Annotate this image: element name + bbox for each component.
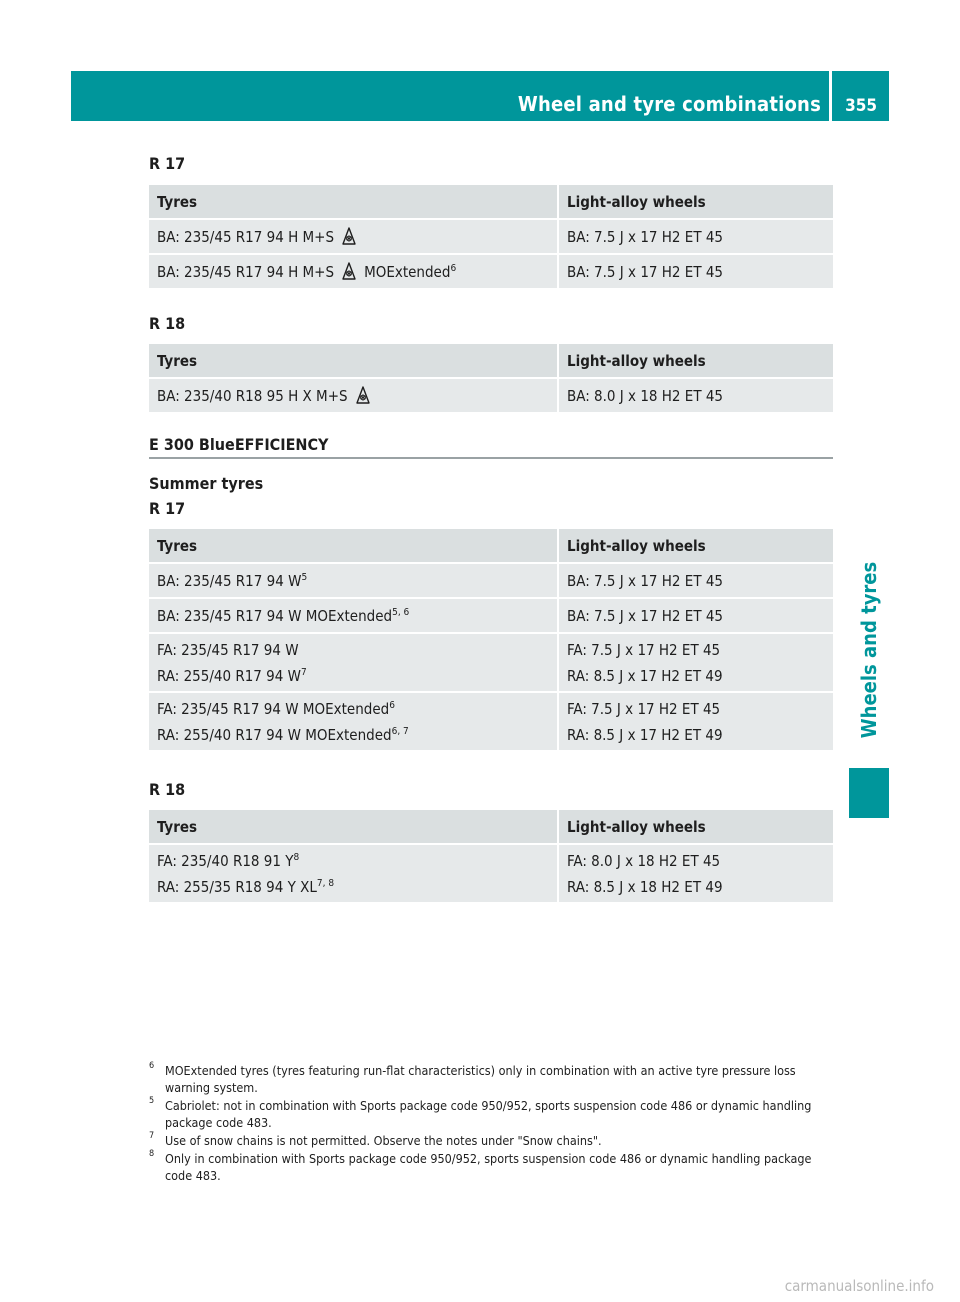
tyre-cell bbox=[149, 633, 558, 692]
wheel-cell: BA: 7.5 J x 17 H2 ET 45 bbox=[558, 598, 833, 633]
wheel-front-axle: FA: 8.0 J x 18 H2 ET 45 bbox=[567, 851, 721, 870]
page-number: 355 bbox=[845, 96, 877, 116]
footnote-text: MOExtended tyres (tyres featuring run-flat characteristics) only in combination with an active tyre pressure loss warning system. bbox=[165, 1063, 796, 1095]
tyre-cell bbox=[149, 598, 558, 633]
footnotes bbox=[149, 1062, 833, 1185]
footnote-number: 7 bbox=[149, 1131, 155, 1141]
tyre-spec: FA: 235/45 R17 94 W bbox=[157, 640, 299, 659]
snowflake-mountain-icon bbox=[342, 262, 356, 280]
col-header-wheels: Light-alloy wheels bbox=[558, 529, 833, 563]
wheel-cell bbox=[558, 633, 833, 692]
side-tab-label: Wheels and tyres bbox=[857, 561, 881, 739]
tyre-spec: BA: 235/45 R17 94 H M+S bbox=[157, 228, 335, 246]
footnote bbox=[149, 1150, 833, 1184]
footnote-text: Use of snow chains is not permitted. Observe the notes under "Snow chains". bbox=[165, 1133, 602, 1148]
tyre-rear-axle bbox=[157, 722, 557, 748]
tyre-spec: BA: 235/40 R18 95 H X M+S bbox=[157, 387, 348, 405]
table-row bbox=[149, 378, 833, 412]
footnote-number: 8 bbox=[149, 1149, 155, 1159]
r18-heading: R 18 bbox=[149, 314, 186, 333]
r17-heading: R 17 bbox=[149, 499, 186, 518]
wheel-front-axle: FA: 7.5 J x 17 H2 ET 45 bbox=[567, 640, 721, 659]
table-row bbox=[149, 633, 833, 692]
tyre-spec: RA: 255/40 R17 94 W bbox=[157, 666, 301, 685]
wheel-cell: BA: 7.5 J x 17 H2 ET 45 bbox=[558, 254, 833, 288]
tyre-suffix: MOExtended bbox=[364, 263, 451, 281]
wheel-rear-axle: RA: 8.5 J x 17 H2 ET 49 bbox=[567, 725, 723, 744]
tyre-rear-axle bbox=[157, 874, 557, 900]
tyre-cell bbox=[149, 844, 558, 902]
table-row bbox=[149, 598, 833, 633]
col-header-wheels: Light-alloy wheels bbox=[558, 810, 833, 844]
footnote-ref: 7, 8 bbox=[316, 877, 335, 889]
footnote-ref: 5 bbox=[301, 571, 308, 583]
col-header-tyres: Tyres bbox=[149, 529, 558, 563]
wheel-front-axle: FA: 7.5 J x 17 H2 ET 45 bbox=[567, 699, 721, 718]
col-header-wheels: Light-alloy wheels bbox=[558, 344, 833, 378]
footnote-ref: 6 bbox=[450, 263, 457, 274]
footnote bbox=[149, 1097, 833, 1131]
r17-heading: R 17 bbox=[149, 154, 186, 173]
table-row bbox=[149, 844, 833, 902]
wheel-cell bbox=[558, 692, 833, 750]
section-title: E 300 BlueEFFICIENCY bbox=[149, 435, 833, 459]
page-header bbox=[71, 71, 889, 121]
wheel-cell: BA: 8.0 J x 18 H2 ET 45 bbox=[558, 378, 833, 412]
tyre-cell bbox=[149, 219, 558, 254]
header-divider bbox=[829, 71, 832, 121]
tyre-spec: RA: 255/40 R17 94 W MOExtended bbox=[157, 725, 392, 744]
tyre-spec: BA: 235/45 R17 94 W bbox=[157, 571, 302, 590]
r18-summer-table bbox=[149, 810, 833, 902]
table-row bbox=[149, 692, 833, 750]
tyre-spec: BA: 235/45 R17 94 H M+S bbox=[157, 263, 335, 281]
table-row bbox=[149, 219, 833, 254]
wheel-rear-axle: RA: 8.5 J x 18 H2 ET 49 bbox=[567, 877, 723, 896]
table-row bbox=[149, 563, 833, 598]
col-header-tyres: Tyres bbox=[149, 185, 558, 219]
tyre-front-axle bbox=[157, 696, 557, 722]
r18-table bbox=[149, 344, 833, 412]
footnote-ref: 7 bbox=[300, 666, 307, 678]
footnote-number: 6 bbox=[149, 1061, 155, 1071]
side-tab bbox=[849, 540, 889, 760]
col-header-tyres: Tyres bbox=[149, 810, 558, 844]
footnote-number: 5 bbox=[149, 1096, 155, 1106]
table-row bbox=[149, 254, 833, 288]
col-header-tyres: Tyres bbox=[149, 344, 558, 378]
header-title: Wheel and tyre combinations bbox=[517, 92, 821, 116]
wheel-rear-axle: RA: 8.5 J x 17 H2 ET 49 bbox=[567, 666, 723, 685]
watermark: carmanualsonline.info bbox=[784, 1277, 934, 1295]
side-tab-marker bbox=[849, 768, 889, 818]
tyre-spec: FA: 235/40 R18 91 Y bbox=[157, 851, 294, 870]
tyre-rear-axle bbox=[157, 663, 557, 689]
tyre-front-axle bbox=[157, 848, 557, 874]
footnote-text: Cabriolet: not in combination with Sports package code 950/952, sports suspension code 486 or dynamic handling package code 483. bbox=[165, 1098, 812, 1130]
tyre-spec: BA: 235/45 R17 94 W MOExtended bbox=[157, 606, 393, 625]
wheel-cell: BA: 7.5 J x 17 H2 ET 45 bbox=[558, 563, 833, 598]
tyre-spec: FA: 235/45 R17 94 W MOExtended bbox=[157, 699, 390, 718]
wheel-cell bbox=[558, 844, 833, 902]
tyre-cell bbox=[149, 563, 558, 598]
snowflake-mountain-icon bbox=[356, 386, 370, 404]
footnote-ref: 5, 6 bbox=[392, 606, 410, 618]
footnote-ref: 8 bbox=[293, 851, 300, 863]
tyre-cell bbox=[149, 692, 558, 750]
footnote bbox=[149, 1132, 833, 1149]
footnote-ref: 6 bbox=[389, 699, 395, 711]
footnote-text: Only in combination with Sports package code 950/952, sports suspension code 486 or dynamic handling package code 483. bbox=[165, 1151, 812, 1183]
tyre-front-axle bbox=[157, 637, 557, 663]
footnote-ref: 6, 7 bbox=[391, 725, 409, 737]
wheel-cell: BA: 7.5 J x 17 H2 ET 45 bbox=[558, 219, 833, 254]
footnote bbox=[149, 1062, 833, 1096]
r17-summer-table bbox=[149, 529, 833, 750]
section-subtitle: Summer tyres bbox=[149, 474, 264, 493]
tyre-cell bbox=[149, 254, 558, 288]
tyre-cell bbox=[149, 378, 558, 412]
col-header-wheels: Light-alloy wheels bbox=[558, 185, 833, 219]
r17-table bbox=[149, 185, 833, 288]
snowflake-mountain-icon bbox=[342, 227, 356, 245]
tyre-spec: RA: 255/35 R18 94 Y XL bbox=[157, 877, 317, 896]
r18-heading: R 18 bbox=[149, 780, 186, 799]
